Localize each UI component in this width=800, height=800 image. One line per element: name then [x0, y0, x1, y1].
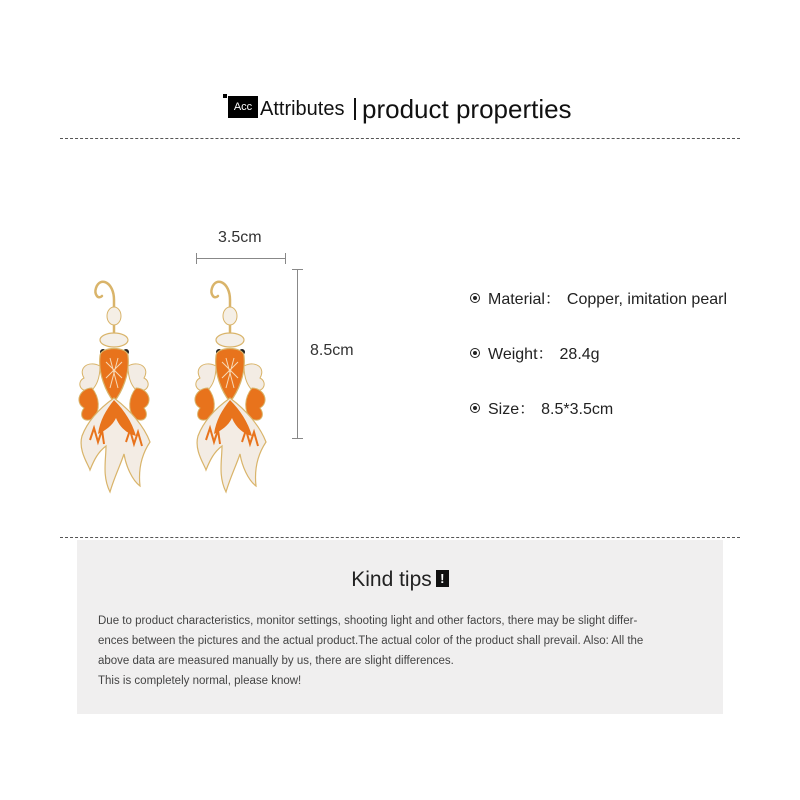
width-dimension-line [196, 258, 286, 259]
divider-bottom [60, 537, 740, 538]
tips-line: above data are measured manually by us, there are slight differences. [98, 655, 454, 667]
spec-value: 8.5*3.5cm [541, 401, 614, 418]
header-title-main: product properties [362, 94, 572, 124]
tips-line: This is completely normal, please know! [98, 675, 302, 687]
height-label: 8.5cm [310, 342, 354, 359]
target-bullet-icon [470, 403, 480, 413]
exclamation-icon: ! [436, 570, 449, 587]
width-dimension-cap-left [196, 253, 197, 264]
target-bullet-icon [470, 348, 480, 358]
kind-tips-title [77, 568, 723, 592]
goldfish-earring-right [186, 270, 286, 505]
width-label: 3.5cm [218, 229, 262, 246]
pearl-bead [107, 307, 121, 325]
header-separator [354, 98, 356, 120]
spec-weight [470, 341, 600, 364]
divider-top [60, 138, 740, 139]
spec-label: Size： [488, 401, 536, 418]
kind-tips-title-text: Kind tips [351, 568, 432, 591]
section-header [0, 94, 800, 128]
height-dimension-cap-bottom [292, 438, 303, 439]
spec-value: Copper, imitation pearl [566, 291, 728, 308]
spec-value: 28.4g [559, 346, 600, 363]
header-dot [223, 94, 227, 98]
width-dimension-cap-right [285, 253, 286, 264]
spec-label: Weight： [488, 346, 554, 363]
spec-size [470, 396, 613, 419]
kind-tips-text [98, 611, 708, 691]
goldfish-earring-left [70, 270, 170, 505]
kind-tips-panel [77, 540, 723, 714]
pearl-bead [223, 307, 237, 325]
header-badge: Acc [228, 96, 258, 118]
tips-line: Due to product characteristics, monitor settings, shooting light and other factors, there may be slight differ- [98, 615, 638, 627]
height-dimension-cap-top [292, 269, 303, 270]
spec-label: Material： [488, 291, 561, 308]
header-title-en: Attributes [260, 98, 345, 120]
height-dimension-line [297, 269, 298, 439]
tips-line: ences between the pictures and the actual product.The actual color of the product shall prevail. Also: All the [98, 635, 644, 647]
target-bullet-icon [470, 293, 480, 303]
spec-material [470, 286, 727, 309]
